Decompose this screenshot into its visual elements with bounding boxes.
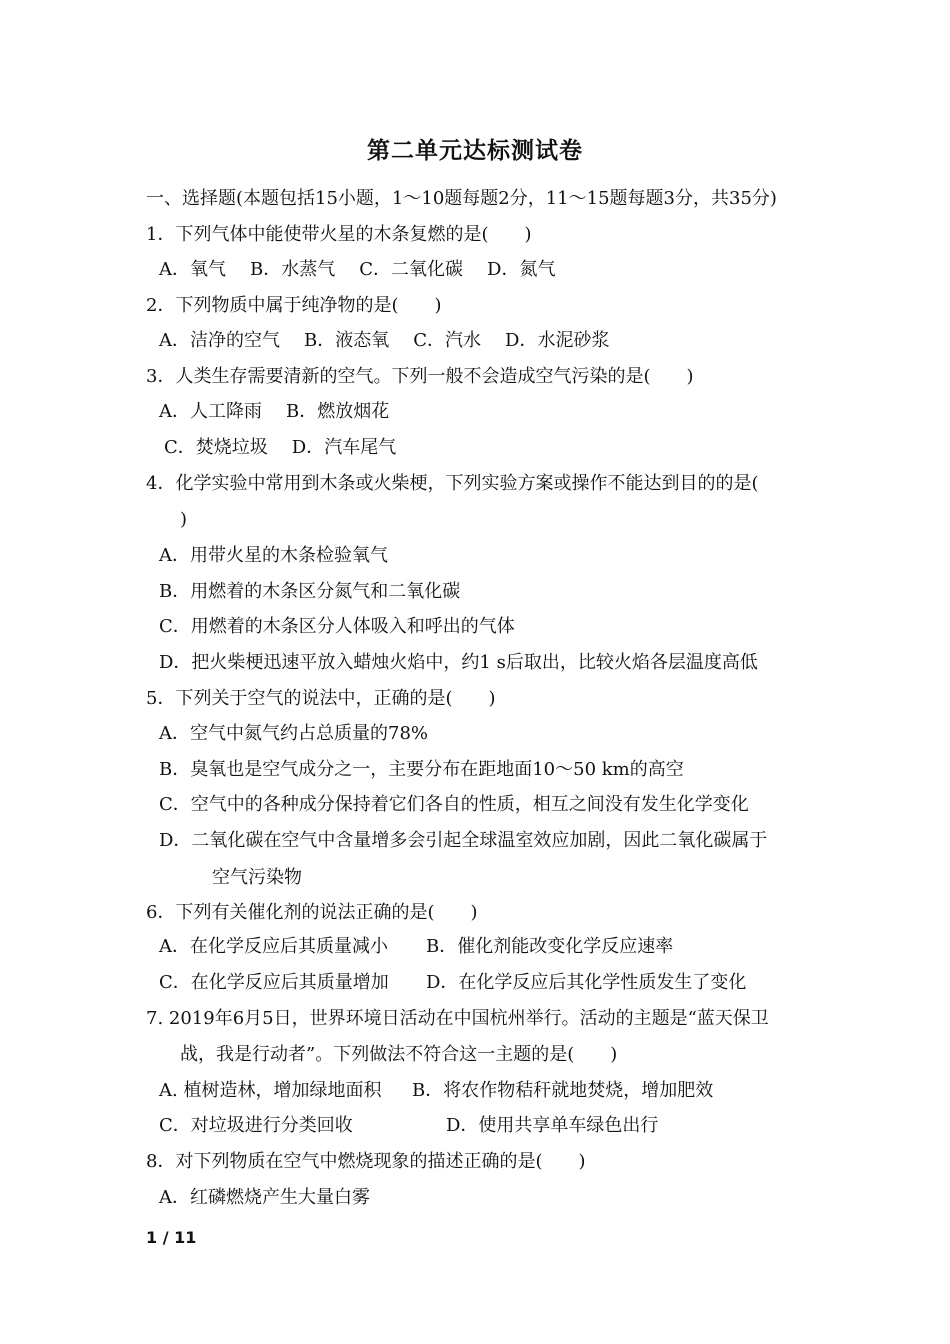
option: B．催化剂能改变化学反应速率	[426, 936, 674, 957]
option: C．汽水	[413, 330, 482, 351]
option: D．使用共享单车绿色出行	[446, 1115, 659, 1136]
question-5-stem: 5．下列关于空气的说法中，正确的是( )	[146, 688, 496, 709]
option: C．在化学反应后其质量增加	[159, 972, 389, 993]
option: D．二氧化碳在空气中含量增多会引起全球温室效应加剧，因此二氧化碳属于	[159, 830, 768, 851]
option: C．用燃着的木条区分人体吸入和呼出的气体	[159, 616, 515, 637]
question-6-stem: 6．下列有关催化剂的说法正确的是( )	[146, 902, 478, 923]
page-title: 第二单元达标测试卷	[367, 138, 583, 164]
option: B．臭氧也是空气成分之一，主要分布在距地面10～50 km的高空	[159, 759, 684, 780]
option: A．用带火星的木条检验氧气	[159, 545, 388, 566]
option: A．氧气	[159, 259, 226, 280]
page-number: 1 / 11	[146, 1228, 197, 1247]
option: D．水泥砂浆	[505, 330, 610, 351]
question-2-stem: 2．下列物质中属于纯净物的是( )	[146, 295, 442, 316]
option-continuation: 空气污染物	[212, 867, 302, 888]
option: A. 植树造林，增加绿地面积	[159, 1080, 382, 1101]
option: A．空气中氮气约占总质量的78%	[159, 723, 429, 744]
option: A．在化学反应后其质量减小	[159, 936, 388, 957]
section-heading: 一、选择题(本题包括15小题，1～10题每题2分，11～15题每题3分，共35分)	[146, 188, 777, 209]
option: B．用燃着的木条区分氮气和二氧化碳	[159, 581, 461, 602]
option: C．二氧化碳	[359, 259, 464, 280]
question-8-stem: 8．对下列物质在空气中燃烧现象的描述正确的是( )	[146, 1151, 586, 1172]
option: B．燃放烟花	[286, 401, 390, 422]
question-4-stem: 4．化学实验中常用到木条或火柴梗，下列实验方案或操作不能达到目的的是(	[146, 473, 759, 494]
option: D．把火柴梗迅速平放入蜡烛火焰中，约1 s后取出，比较火焰各层温度高低	[159, 652, 758, 673]
question-1-stem: 1．下列气体中能使带火星的木条复燃的是( )	[146, 224, 532, 245]
question-3-stem: 3．人类生存需要清新的空气。下列一般不会造成空气污染的是( )	[146, 366, 694, 387]
option: B．水蒸气	[250, 259, 336, 280]
question-1-options	[159, 258, 555, 282]
option: A．人工降雨	[159, 401, 262, 422]
option: C．焚烧垃圾	[164, 437, 268, 458]
question-3-options-row1	[159, 400, 389, 424]
option: B．将农作物秸秆就地焚烧，增加肥效	[412, 1080, 714, 1101]
option: D．氮气	[487, 259, 556, 280]
option: A．洁净的空气	[159, 330, 280, 351]
option: D．汽车尾气	[291, 437, 397, 458]
question-7-stem-cont: 战，我是行动者”。下列做法不符合这一主题的是( )	[180, 1044, 618, 1065]
question-7-stem: 7. 2019年6月5日，世界环境日活动在中国杭州举行。活动的主题是“蓝天保卫	[146, 1008, 769, 1029]
option: D．在化学反应后其化学性质发生了变化	[426, 972, 747, 993]
question-4-stem-cont: )	[180, 509, 188, 530]
option: C．空气中的各种成分保持着它们各自的性质，相互之间没有发生化学变化	[159, 794, 749, 815]
question-2-options	[159, 329, 609, 353]
option: A．红磷燃烧产生大量白雾	[159, 1187, 370, 1208]
option: C．对垃圾进行分类回收	[159, 1115, 353, 1136]
option: B．液态氧	[304, 330, 390, 351]
question-3-options-row2	[164, 436, 396, 460]
